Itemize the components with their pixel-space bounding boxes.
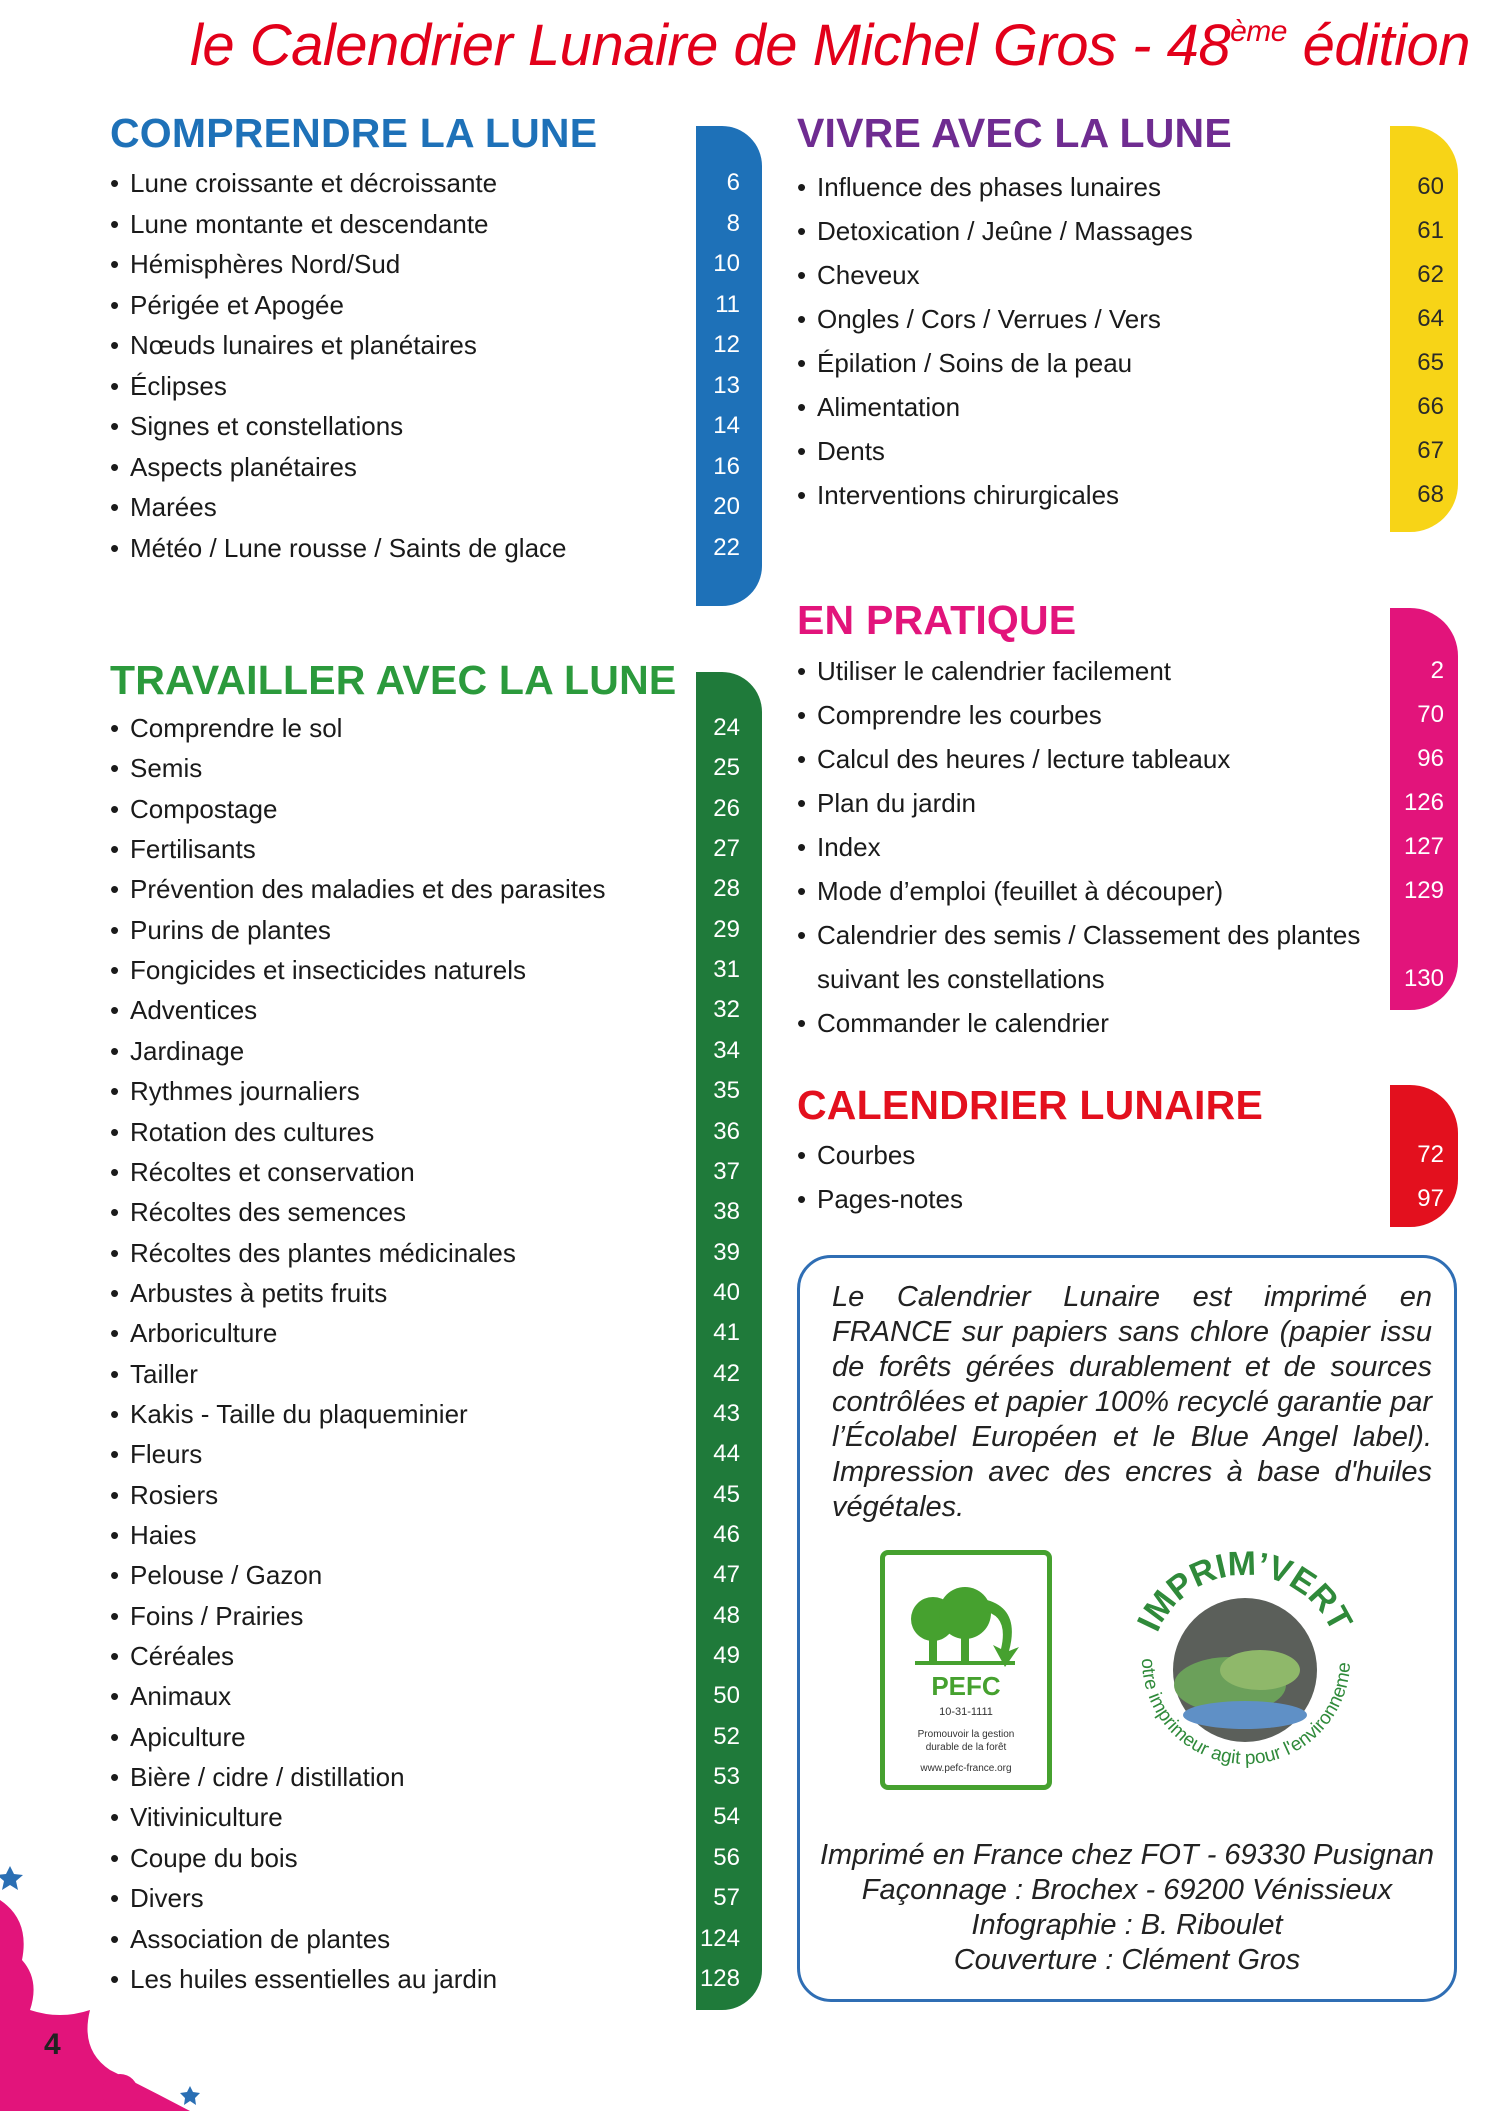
toc-item-travailler xyxy=(110,1238,516,1268)
toc-item-label: Semis xyxy=(130,753,203,784)
toc-item-label: Comprendre les courbes xyxy=(817,700,1102,730)
toc-page-number: 13 xyxy=(713,371,740,399)
toc-item-pratique xyxy=(797,656,1171,686)
toc-page-number: 31 xyxy=(713,956,740,984)
toc-page-number: 65 xyxy=(1417,349,1444,376)
toc-item-pratique xyxy=(797,920,1360,950)
section-heading-pratique: EN PRATIQUE xyxy=(797,597,1077,643)
section-heading-vivre: VIVRE AVEC LA LUNE xyxy=(797,110,1232,156)
toc-item-travailler xyxy=(110,1157,415,1187)
toc-item-travailler xyxy=(110,1762,405,1792)
toc-item-label: Prévention des maladies et des parasites xyxy=(130,874,606,905)
toc-item-travailler xyxy=(110,1641,234,1671)
toc-item-calendrier xyxy=(797,1184,963,1214)
bullet: • xyxy=(110,370,120,401)
credit-line: Couverture : Clément Gros xyxy=(953,1944,1301,1976)
toc-item-vivre xyxy=(797,348,1132,378)
toc-item-travailler xyxy=(110,1076,360,1106)
bullet: • xyxy=(110,1237,120,1268)
toc-item-label: Mode d’emploi (feuillet à découper) xyxy=(817,876,1224,906)
toc-page-number: 36 xyxy=(713,1117,740,1145)
bullet: • xyxy=(110,1479,120,1510)
section-heading-travailler: TRAVAILLER AVEC LA LUNE xyxy=(110,657,677,703)
toc-page-number: 29 xyxy=(713,915,740,943)
toc-item-vivre xyxy=(797,480,1119,510)
bullet: • xyxy=(110,1358,120,1389)
bullet: • xyxy=(110,1842,120,1873)
section-heading-calendrier: CALENDRIER LUNAIRE xyxy=(797,1082,1263,1128)
toc-item-label: Épilation / Soins de la peau xyxy=(817,348,1133,378)
bullet: • xyxy=(110,753,120,784)
toc-item-label: Lune croissante et décroissante xyxy=(130,168,498,198)
toc-item-label: Aspects planétaires xyxy=(130,451,357,482)
toc-item-travailler xyxy=(110,874,606,904)
toc-page-number: 42 xyxy=(713,1359,740,1387)
toc-item-label: Arboriculture xyxy=(130,1318,278,1349)
bullet: • xyxy=(797,920,807,950)
toc-page-number: 34 xyxy=(713,1036,740,1064)
bullet: • xyxy=(110,1197,120,1228)
toc-item-label: Rythmes journaliers xyxy=(130,1076,360,1107)
toc-item-travailler xyxy=(110,955,526,985)
toc-item-label: Ongles / Cors / Verrues / Vers xyxy=(817,304,1161,334)
bullet: • xyxy=(797,700,807,730)
toc-page-number: 28 xyxy=(713,875,740,903)
toc-page-number: 39 xyxy=(713,1238,740,1266)
toc-item-label: Utiliser le calendrier facilement xyxy=(817,656,1172,686)
toc-page-number: 96 xyxy=(1417,745,1444,772)
toc-item-label: Commander le calendrier xyxy=(817,1008,1109,1038)
toc-item-travailler xyxy=(110,1601,303,1631)
toc-item-travailler xyxy=(110,1318,277,1348)
toc-item-label: Compostage xyxy=(130,793,278,824)
toc-item-travailler xyxy=(110,1560,322,1590)
bullet: • xyxy=(110,1439,120,1470)
toc-item-pratique xyxy=(797,1008,1109,1038)
toc-item-vivre xyxy=(797,172,1161,202)
toc-item-comprendre xyxy=(110,330,477,360)
svg-text:PEFC: PEFC xyxy=(931,1671,1001,1701)
bullet: • xyxy=(110,1681,120,1712)
toc-page-number: 62 xyxy=(1417,261,1444,288)
toc-item-label: Plan du jardin xyxy=(817,788,976,818)
bullet: • xyxy=(110,330,120,360)
printing-info-text: Le Calendrier Lunaire est imprimé en FRANCE sur papiers sans chlore (papier issu de forêts gérées durablement et de sources contrôlées et papier 100% recyclé garantie par l’Écolabel Européen et le Blue Angel label). Impression avec des encres à base d'huiles végétales. xyxy=(832,1281,1432,1523)
toc-item-label: Index xyxy=(817,832,881,862)
toc-page-number: 12 xyxy=(713,331,740,358)
svg-text:IMPRIM’VERT: IMPRIM’VERT xyxy=(1130,1544,1360,1638)
toc-page-number: 8 xyxy=(726,209,740,237)
toc-item-travailler xyxy=(110,1117,374,1147)
svg-text:10-31-1111: 10-31-1111 xyxy=(939,1706,993,1718)
toc-item-label: Purins de plantes xyxy=(130,914,331,945)
toc-item-label: Fongicides et insecticides naturels xyxy=(130,955,526,986)
toc-page-number: 16 xyxy=(713,452,740,480)
toc-item-label: Cheveux xyxy=(817,260,920,290)
bullet: • xyxy=(110,1156,120,1187)
toc-item-calendrier xyxy=(797,1140,915,1170)
toc-page-number: 130 xyxy=(1403,965,1444,992)
bullet: • xyxy=(110,451,120,482)
svg-text:Votre imprimeur agit pour l'en: otre imprimeur agit pour l'environneme xyxy=(1136,1657,1356,1770)
toc-page-number: 97 xyxy=(1417,1185,1444,1212)
toc-page-number: 126 xyxy=(1403,789,1444,816)
bullet: • xyxy=(797,1140,807,1170)
bullet: • xyxy=(797,656,807,686)
toc-item-label: Foins / Prairies xyxy=(130,1600,304,1631)
toc-page-number: 48 xyxy=(713,1601,740,1629)
toc-item-comprendre xyxy=(110,209,489,239)
toc-item-label: Pages-notes xyxy=(817,1184,963,1214)
svg-text:www.pefc-france.org: www.pefc-france.org xyxy=(920,1763,1012,1774)
toc-page-number: 57 xyxy=(713,1884,740,1912)
toc-item-comprendre xyxy=(110,168,497,198)
bullet: • xyxy=(797,480,807,510)
toc-page-number: 64 xyxy=(1417,305,1444,332)
bullet: • xyxy=(110,1923,120,1954)
bullet: • xyxy=(797,436,807,466)
toc-page-number: 61 xyxy=(1417,217,1444,244)
credit-line: Imprimé en France chez FOT - 69330 Pusignan xyxy=(819,1839,1435,1871)
toc-page-number: 52 xyxy=(713,1722,740,1750)
toc-item-label: Alimentation xyxy=(817,392,961,422)
toc-item-label: Influence des phases lunaires xyxy=(817,172,1162,202)
bullet: • xyxy=(797,1008,807,1038)
toc-item-label: Céréales xyxy=(130,1641,235,1672)
toc-page-number: 124 xyxy=(699,1924,740,1952)
toc-item-label: Animaux xyxy=(130,1681,232,1712)
bullet: • xyxy=(110,1802,120,1833)
toc-page-number: 40 xyxy=(713,1278,740,1306)
toc-item-travailler xyxy=(110,1197,406,1227)
page-title: le Calendrier Lunaire de Michel Gros - 48ème édition xyxy=(189,13,1470,78)
bullet: • xyxy=(110,1277,120,1308)
toc-item-label: Les huiles essentielles au jardin xyxy=(130,1963,498,1994)
imprim-vert-logo xyxy=(1120,1520,1370,1810)
toc-item-pratique xyxy=(797,744,1230,774)
bullet: • xyxy=(110,492,120,522)
section-heading-comprendre: COMPRENDRE LA LUNE xyxy=(110,110,598,156)
bullet: • xyxy=(110,1600,120,1631)
page-number: 4 xyxy=(44,2028,61,2061)
toc-item-label: Signes et constellations xyxy=(130,411,404,441)
credits xyxy=(800,1838,1454,1978)
toc-item-label: Bière / cidre / distillation xyxy=(130,1762,405,1793)
toc-item-label: Arbustes à petits fruits xyxy=(130,1277,388,1308)
toc-item-vivre xyxy=(797,392,960,422)
toc-page-number: 24 xyxy=(713,714,740,741)
bullet: • xyxy=(110,168,120,198)
toc-item-label: Adventices xyxy=(130,995,258,1026)
toc-item-travailler xyxy=(110,1681,231,1711)
toc-item-vivre xyxy=(797,304,1161,334)
toc-item-label: Rotation des cultures xyxy=(130,1116,375,1147)
toc-page-number: 27 xyxy=(713,835,740,863)
toc-item-pratique xyxy=(797,964,1105,994)
toc-item-travailler xyxy=(110,1520,196,1550)
bullet: • xyxy=(110,834,120,865)
bullet: • xyxy=(110,955,120,986)
toc-item-travailler xyxy=(110,794,277,824)
toc-page-number: 32 xyxy=(713,996,740,1024)
bullet: • xyxy=(797,348,807,378)
toc-item-travailler xyxy=(110,1036,244,1066)
toc-item-travailler xyxy=(110,753,202,783)
toc-item-travailler xyxy=(110,1278,387,1308)
toc-item-travailler xyxy=(110,1359,198,1389)
toc-page-number: 60 xyxy=(1417,173,1444,200)
bullet: • xyxy=(110,1116,120,1147)
svg-text:durable de la forêt: durable de la forêt xyxy=(925,1742,1007,1753)
toc-item-vivre xyxy=(797,436,885,466)
toc-item-label: Récoltes des plantes médicinales xyxy=(130,1237,516,1268)
bullet: • xyxy=(110,1398,120,1429)
toc-item-label: Fleurs xyxy=(130,1439,203,1470)
bullet: • xyxy=(110,874,120,905)
toc-item-label: Météo / Lune rousse / Saints de glace xyxy=(130,532,567,563)
toc-item-label: Fertilisants xyxy=(130,834,256,865)
toc-page-number: 38 xyxy=(713,1198,740,1226)
toc-page-number: 66 xyxy=(1417,393,1444,420)
toc-page-number: 70 xyxy=(1417,701,1444,728)
toc-page-number: 20 xyxy=(713,493,740,520)
toc-item-vivre xyxy=(797,216,1193,246)
credit-line: Façonnage : Brochex - 69200 Vénissieux xyxy=(861,1874,1393,1906)
toc-page-number: 26 xyxy=(713,794,740,822)
toc-item-comprendre xyxy=(110,411,403,441)
toc-item-label: Tailler xyxy=(130,1358,198,1389)
toc-page-number: 14 xyxy=(713,412,740,439)
toc-item-pratique xyxy=(797,832,881,862)
toc-item-travailler xyxy=(110,713,342,743)
toc-item-label: Kakis - Taille du plaqueminier xyxy=(130,1398,468,1429)
bullet: • xyxy=(110,1762,120,1793)
bullet: • xyxy=(110,995,120,1026)
toc-page-number: 45 xyxy=(713,1480,740,1508)
toc-item-label: Dents xyxy=(817,436,885,466)
toc-page-number: 11 xyxy=(715,290,740,318)
toc-page-number: 127 xyxy=(1403,833,1444,860)
toc-page-number: 72 xyxy=(1417,1141,1444,1168)
credit-line: Infographie : B. Riboulet xyxy=(971,1909,1283,1941)
toc-item-comprendre xyxy=(110,492,217,522)
info-box xyxy=(797,1255,1457,2002)
corner-decoration xyxy=(0,1860,220,2111)
toc-item-label: Périgée et Apogée xyxy=(130,289,344,320)
toc-item-comprendre xyxy=(110,533,567,563)
toc-item-travailler xyxy=(110,834,256,864)
bullet: • xyxy=(110,289,120,320)
toc-page-number: 6 xyxy=(726,169,740,196)
toc-item-travailler xyxy=(110,995,257,1025)
toc-item-label: Comprendre le sol xyxy=(130,713,343,743)
bullet: • xyxy=(110,208,120,239)
toc-item-label: suivant les constellations xyxy=(817,964,1105,994)
toc-item-label: Calendrier des semis / Classement des plantes xyxy=(817,920,1361,950)
toc-item-travailler xyxy=(110,1399,468,1429)
bullet: • xyxy=(110,1963,120,1994)
toc-page-number: 46 xyxy=(713,1521,740,1548)
toc-item-travailler xyxy=(110,1722,246,1752)
bullet: • xyxy=(110,1076,120,1107)
toc-item-pratique xyxy=(797,788,976,818)
bullet: • xyxy=(797,788,807,818)
pefc-logo xyxy=(880,1550,1052,1790)
bullet: • xyxy=(797,172,807,202)
toc-page-number: 25 xyxy=(713,754,740,782)
svg-text:Promouvoir la gestion: Promouvoir la gestion xyxy=(917,1729,1015,1740)
toc-page-number: 54 xyxy=(713,1803,740,1831)
toc-page-number: 22 xyxy=(713,533,740,561)
toc-item-label: Éclipses xyxy=(130,370,227,401)
toc-page-number: 67 xyxy=(1417,437,1444,464)
toc-page-number: 47 xyxy=(713,1561,740,1589)
toc-page-number: 56 xyxy=(713,1843,740,1871)
toc-item-label: Haies xyxy=(130,1520,197,1550)
toc-item-travailler xyxy=(110,915,331,945)
toc-page-number: 129 xyxy=(1403,877,1444,904)
bullet: • xyxy=(110,1641,120,1672)
toc-page-number: 128 xyxy=(699,1964,740,1992)
toc-item-comprendre xyxy=(110,452,357,482)
toc-item-label: Calcul des heures / lecture tableaux xyxy=(817,744,1231,774)
bullet: • xyxy=(110,713,120,743)
toc-page-number: 49 xyxy=(713,1642,740,1670)
toc-item-label: Jardinage xyxy=(130,1035,245,1066)
toc-page-number: 2 xyxy=(1430,657,1444,684)
toc-item-comprendre xyxy=(110,249,400,279)
toc-item-comprendre xyxy=(110,290,344,320)
bullet: • xyxy=(797,1184,807,1214)
bullet: • xyxy=(797,876,807,906)
bullet: • xyxy=(110,1318,120,1349)
toc-item-travailler xyxy=(110,1480,218,1510)
bullet: • xyxy=(797,392,807,422)
toc-item-pratique xyxy=(797,876,1223,906)
toc-item-label: Récoltes et conservation xyxy=(130,1156,415,1187)
toc-item-label: Rosiers xyxy=(130,1479,219,1510)
toc-item-label: Récoltes des semences xyxy=(130,1197,407,1228)
toc-item-label: Lune montante et descendante xyxy=(130,208,489,239)
bullet: • xyxy=(110,1035,120,1066)
bullet: • xyxy=(797,304,807,334)
bullet: • xyxy=(110,914,120,945)
bullet: • xyxy=(110,411,120,441)
bullet: • xyxy=(110,1520,120,1550)
toc-item-label: Interventions chirurgicales xyxy=(817,480,1120,510)
toc-item-label: Pelouse / Gazon xyxy=(130,1560,323,1591)
toc-page-number: 53 xyxy=(713,1763,740,1791)
toc-item-comprendre xyxy=(110,371,227,401)
bullet: • xyxy=(110,1721,120,1752)
toc-item-label: Marées xyxy=(130,492,217,522)
toc-page-number: 50 xyxy=(713,1682,740,1710)
bullet: • xyxy=(110,249,120,279)
toc-page-number: 37 xyxy=(713,1157,740,1185)
toc-page-number: 35 xyxy=(713,1077,740,1105)
toc-item-label: Courbes xyxy=(817,1140,916,1170)
toc-item-label: Apiculture xyxy=(130,1721,246,1752)
toc-item-label: Association de plantes xyxy=(130,1923,391,1954)
bullet: • xyxy=(797,260,807,290)
bullet: • xyxy=(797,216,807,246)
toc-item-label: Nœuds lunaires et planétaires xyxy=(130,330,477,360)
toc-item-label: Divers xyxy=(130,1883,204,1914)
bullet: • xyxy=(110,793,120,824)
toc-item-label: Vitiviniculture xyxy=(130,1802,283,1833)
bullet: • xyxy=(110,532,120,563)
toc-item-travailler xyxy=(110,1802,283,1832)
toc-page-number: 43 xyxy=(713,1399,740,1427)
toc-item-pratique xyxy=(797,700,1102,730)
toc-page-number: 68 xyxy=(1417,481,1444,508)
toc-item-label: Hémisphères Nord/Sud xyxy=(130,249,401,279)
toc-item-label: Detoxication / Jeûne / Massages xyxy=(817,216,1193,246)
toc-page-number: 10 xyxy=(713,250,740,277)
bullet: • xyxy=(110,1883,120,1914)
toc-page-number: 41 xyxy=(713,1319,740,1347)
bullet: • xyxy=(110,1560,120,1591)
toc-page-number: 44 xyxy=(713,1440,740,1468)
toc-item-label: Coupe du bois xyxy=(130,1842,298,1873)
toc-item-travailler xyxy=(110,1439,202,1469)
bullet: • xyxy=(797,744,807,774)
toc-item-vivre xyxy=(797,260,920,290)
bullet: • xyxy=(797,832,807,862)
